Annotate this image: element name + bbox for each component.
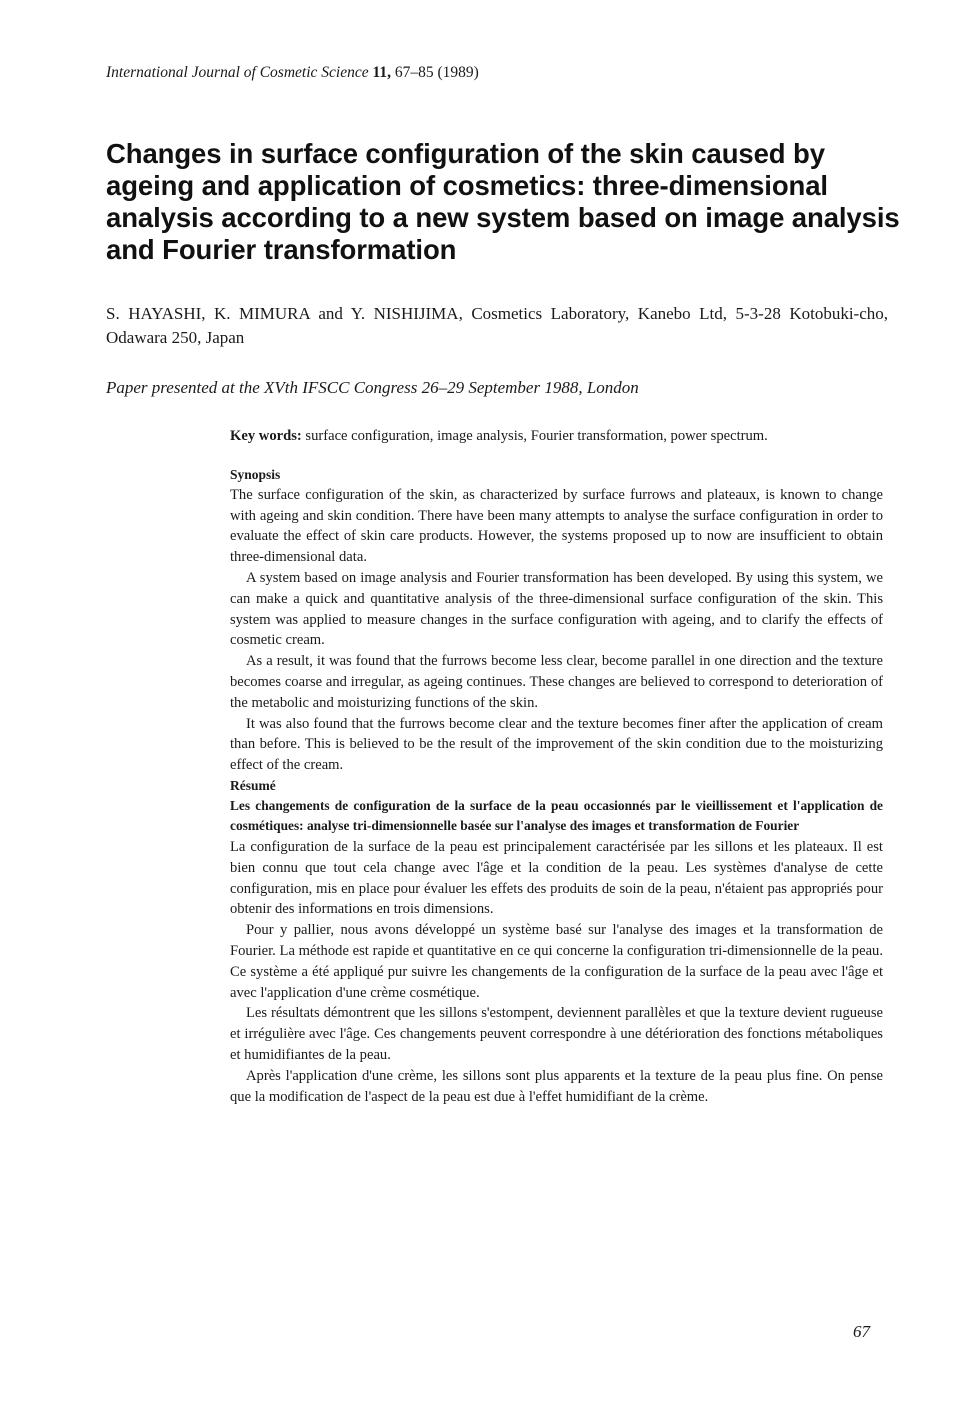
resume-paragraph: Les résultats démontrent que les sillons s'estompent, deviennent parallèles et que la texture devient rugueuse et irrégulière avec l'âge. Ces changements peuvent correspondre à une détérioration des fonctions métaboliques et humidifiantes de la peau. [230,1005,883,1063]
resume-heading: Résumé [230,777,276,793]
synopsis-paragraph: It was also found that the furrows become clear and the texture becomes finer after the application of cream than before. This is believed to be the result of the improvement of the skin condition due to the moisturizing effect of the cream. [230,715,883,774]
page-number: 67 [853,1322,870,1341]
journal-name: International Journal of Cosmetic Science [106,64,369,81]
journal-header [106,64,479,82]
abstract-block [230,426,883,1107]
resume-title: Les changements de configuration de la surface de la peau occasionnés par le vieillissement et l'application de cosmétiques: analyse tri-dimensionnelle basée sur l'analyse des images et transformation de Fourier [230,797,883,834]
keywords-text: surface configuration, image analysis, Fourier transformation, power spectrum. [305,428,768,444]
synopsis-paragraph: As a result, it was found that the furrows become less clear, become parallel in one direction and the texture becomes coarse and irregular, as ageing continues. These changes are believed to correspond to deterioration of the metabolic and moisturizing functions of the skin. [230,653,883,711]
synopsis-paragraph: A system based on image analysis and Fourier transformation has been developed. By using this system, we can make a quick and quantitative analysis of the three-dimensional surface configuration of the skin. This system was applied to measure changes in the surface configuration with ageing, and to clarify the effects of cosmetic cream. [230,569,883,649]
journal-pages: 67–85 (1989) [394,64,479,81]
resume-paragraph: Pour y pallier, nous avons développé un système basé sur l'analyse des images et la transformation de Fourier. La méthode est rapide et quantitative en ce qui concerne la configuration tri-dimensionnelle de la peau. Ce système a été appliqué pur suivre les changements de la configuration de la surface de la peau avec l'âge et avec l'application d'une crème cosmétique. [230,922,883,1001]
article-title: Changes in surface configuration of the skin caused by ageing and application of cosmetics: three-dimensional analysis according to a new system based on image analysis and Fourier transformation [106,138,900,265]
presentation-note: Paper presented at the XVth IFSCC Congress 26–29 September 1988, London [106,378,639,397]
keywords [230,426,883,447]
keywords-label: Key words: [230,428,302,444]
resume-paragraph: La configuration de la surface de la peau est principalement caractérisée par les sillons et les plateaux. Il est bien connu que tout cela change avec l'âge et la condition de la peau. Les systèmes d'analyse de cette configuration, mis en place pour évaluer les effets des produits de soin de la peau, n'étaient pas appropriés pour obtenir des informations en trois dimensions. [230,838,883,918]
resume-paragraph: Après l'application d'une crème, les sillons sont plus apparents et la texture de la peau plus fine. On pense que la modification de l'aspect de la peau est due à l'effet humidifiant de la crème. [230,1067,883,1105]
synopsis-heading: Synopsis [230,466,281,482]
journal-volume: 11, [372,64,391,81]
synopsis-paragraph: The surface configuration of the skin, as characterized by surface furrows and plateaux, is known to change with ageing and skin condition. There have been many attempts to analyse the surface configuration in order to evaluate the effect of skin care products. However, the systems proposed up to now are insufficient to obtain three-dimensional data. [230,486,883,566]
author-affiliation: S. HAYASHI, K. MIMURA and Y. NISHIJIMA, Cosmetics Laboratory, Kanebo Ltd, 5-3-28 Kotobuki-cho, Odawara 250, Japan [106,304,888,347]
